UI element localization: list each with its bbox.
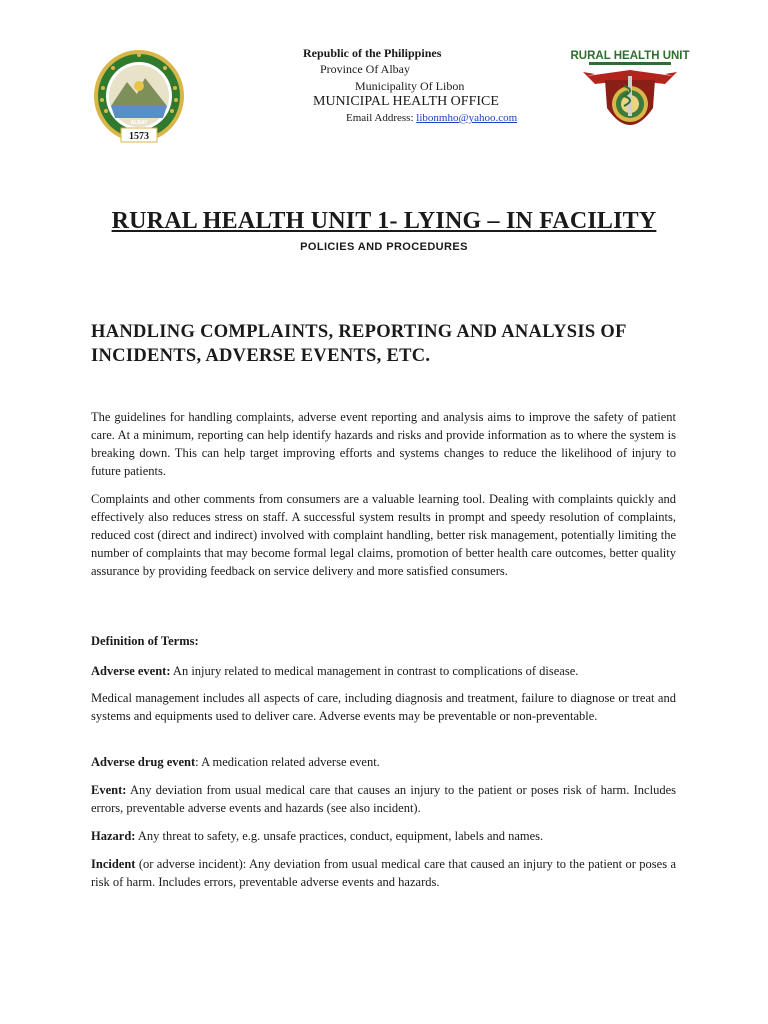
definition-item — [91, 781, 676, 817]
document-title: RURAL HEALTH UNIT 1- LYING – IN FACILITY — [111, 208, 657, 234]
definition-item — [91, 855, 676, 891]
email-line — [346, 112, 517, 124]
republic-line: Republic of the Philippines — [303, 46, 442, 60]
municipality-line: Municipality Of Libon — [355, 79, 465, 93]
definitions-heading: Definition of Terms: — [91, 634, 199, 648]
logo-title: RURAL HEALTH UNIT — [570, 50, 690, 62]
definition-item — [91, 753, 676, 771]
seal-place: ALBAY — [130, 120, 148, 126]
section-heading: HANDLING COMPLAINTS, REPORTING AND ANALYSIS OF INCIDENTS, ADVERSE EVENTS, ETC. — [91, 322, 626, 366]
definition-item — [91, 827, 676, 845]
rural-health-unit-logo-icon — [570, 46, 690, 142]
complaints-paragraph: Complaints and other comments from consumers are a valuable learning tool. Dealing with complaints quickly and effectively also reduces stress on staff. A successful system results in prompt and speedy resolution of complaints, reduced cost (direct and indirect) involved with complaint handling, better risk management, potentially limiting the number of complaints that may become formal legal claims, promotion of better health care outcomes, better quality assurance by providing feedback on service delivery and more satisfied consumers. — [91, 492, 676, 578]
definition-term: Event: — [91, 783, 127, 797]
definition-term: Adverse event: — [91, 664, 171, 678]
email-link[interactable]: libonmho@yahoo.com — [416, 112, 518, 124]
municipal-seal-icon — [93, 48, 185, 146]
definition-term: Incident — [91, 857, 136, 871]
definition-item — [91, 662, 676, 680]
definition-term: Adverse drug event — [91, 755, 196, 769]
office-line: MUNICIPAL HEALTH OFFICE — [313, 94, 499, 109]
definition-text: (or adverse incident): Any deviation from usual medical care that caused an injury to the patient or poses a risk of harm. Includes errors, preventable adverse events and hazards. — [91, 857, 676, 889]
email-label: Email Address: — [346, 112, 417, 124]
definition-text: Medical management includes all aspects of care, including diagnosis and treatment, failure to diagnose or treat and systems and equipments used to deliver care. Adverse events may be preventable or non-preventable. — [91, 691, 676, 723]
document-subtitle: POLICIES AND PROCEDURES — [300, 241, 468, 253]
seal-year: 1573 — [129, 131, 149, 142]
definition-text: An injury related to medical management in contrast to complications of disease. — [170, 664, 579, 678]
definition-item — [91, 689, 676, 725]
definition-text: Any threat to safety, e.g. unsafe practices, conduct, equipment, labels and names. — [135, 829, 544, 843]
intro-paragraph: The guidelines for handling complaints, adverse event reporting and analysis aims to improve the safety of patient care. At a minimum, reporting can help identify hazards and risks and provide information as to where the system is breaking down. This can help target improving efforts and systems changes to reduce the likelihood of injury to future patients. — [91, 410, 676, 478]
definition-term: Hazard: — [91, 829, 136, 843]
definition-text: : A medication related adverse event. — [195, 755, 380, 769]
province-line: Province Of Albay — [320, 62, 410, 76]
definition-text: Any deviation from usual medical care that causes an injury to the patient or poses risk of harm. Includes errors, preventable adverse events and hazards (see also incident). — [91, 783, 676, 815]
